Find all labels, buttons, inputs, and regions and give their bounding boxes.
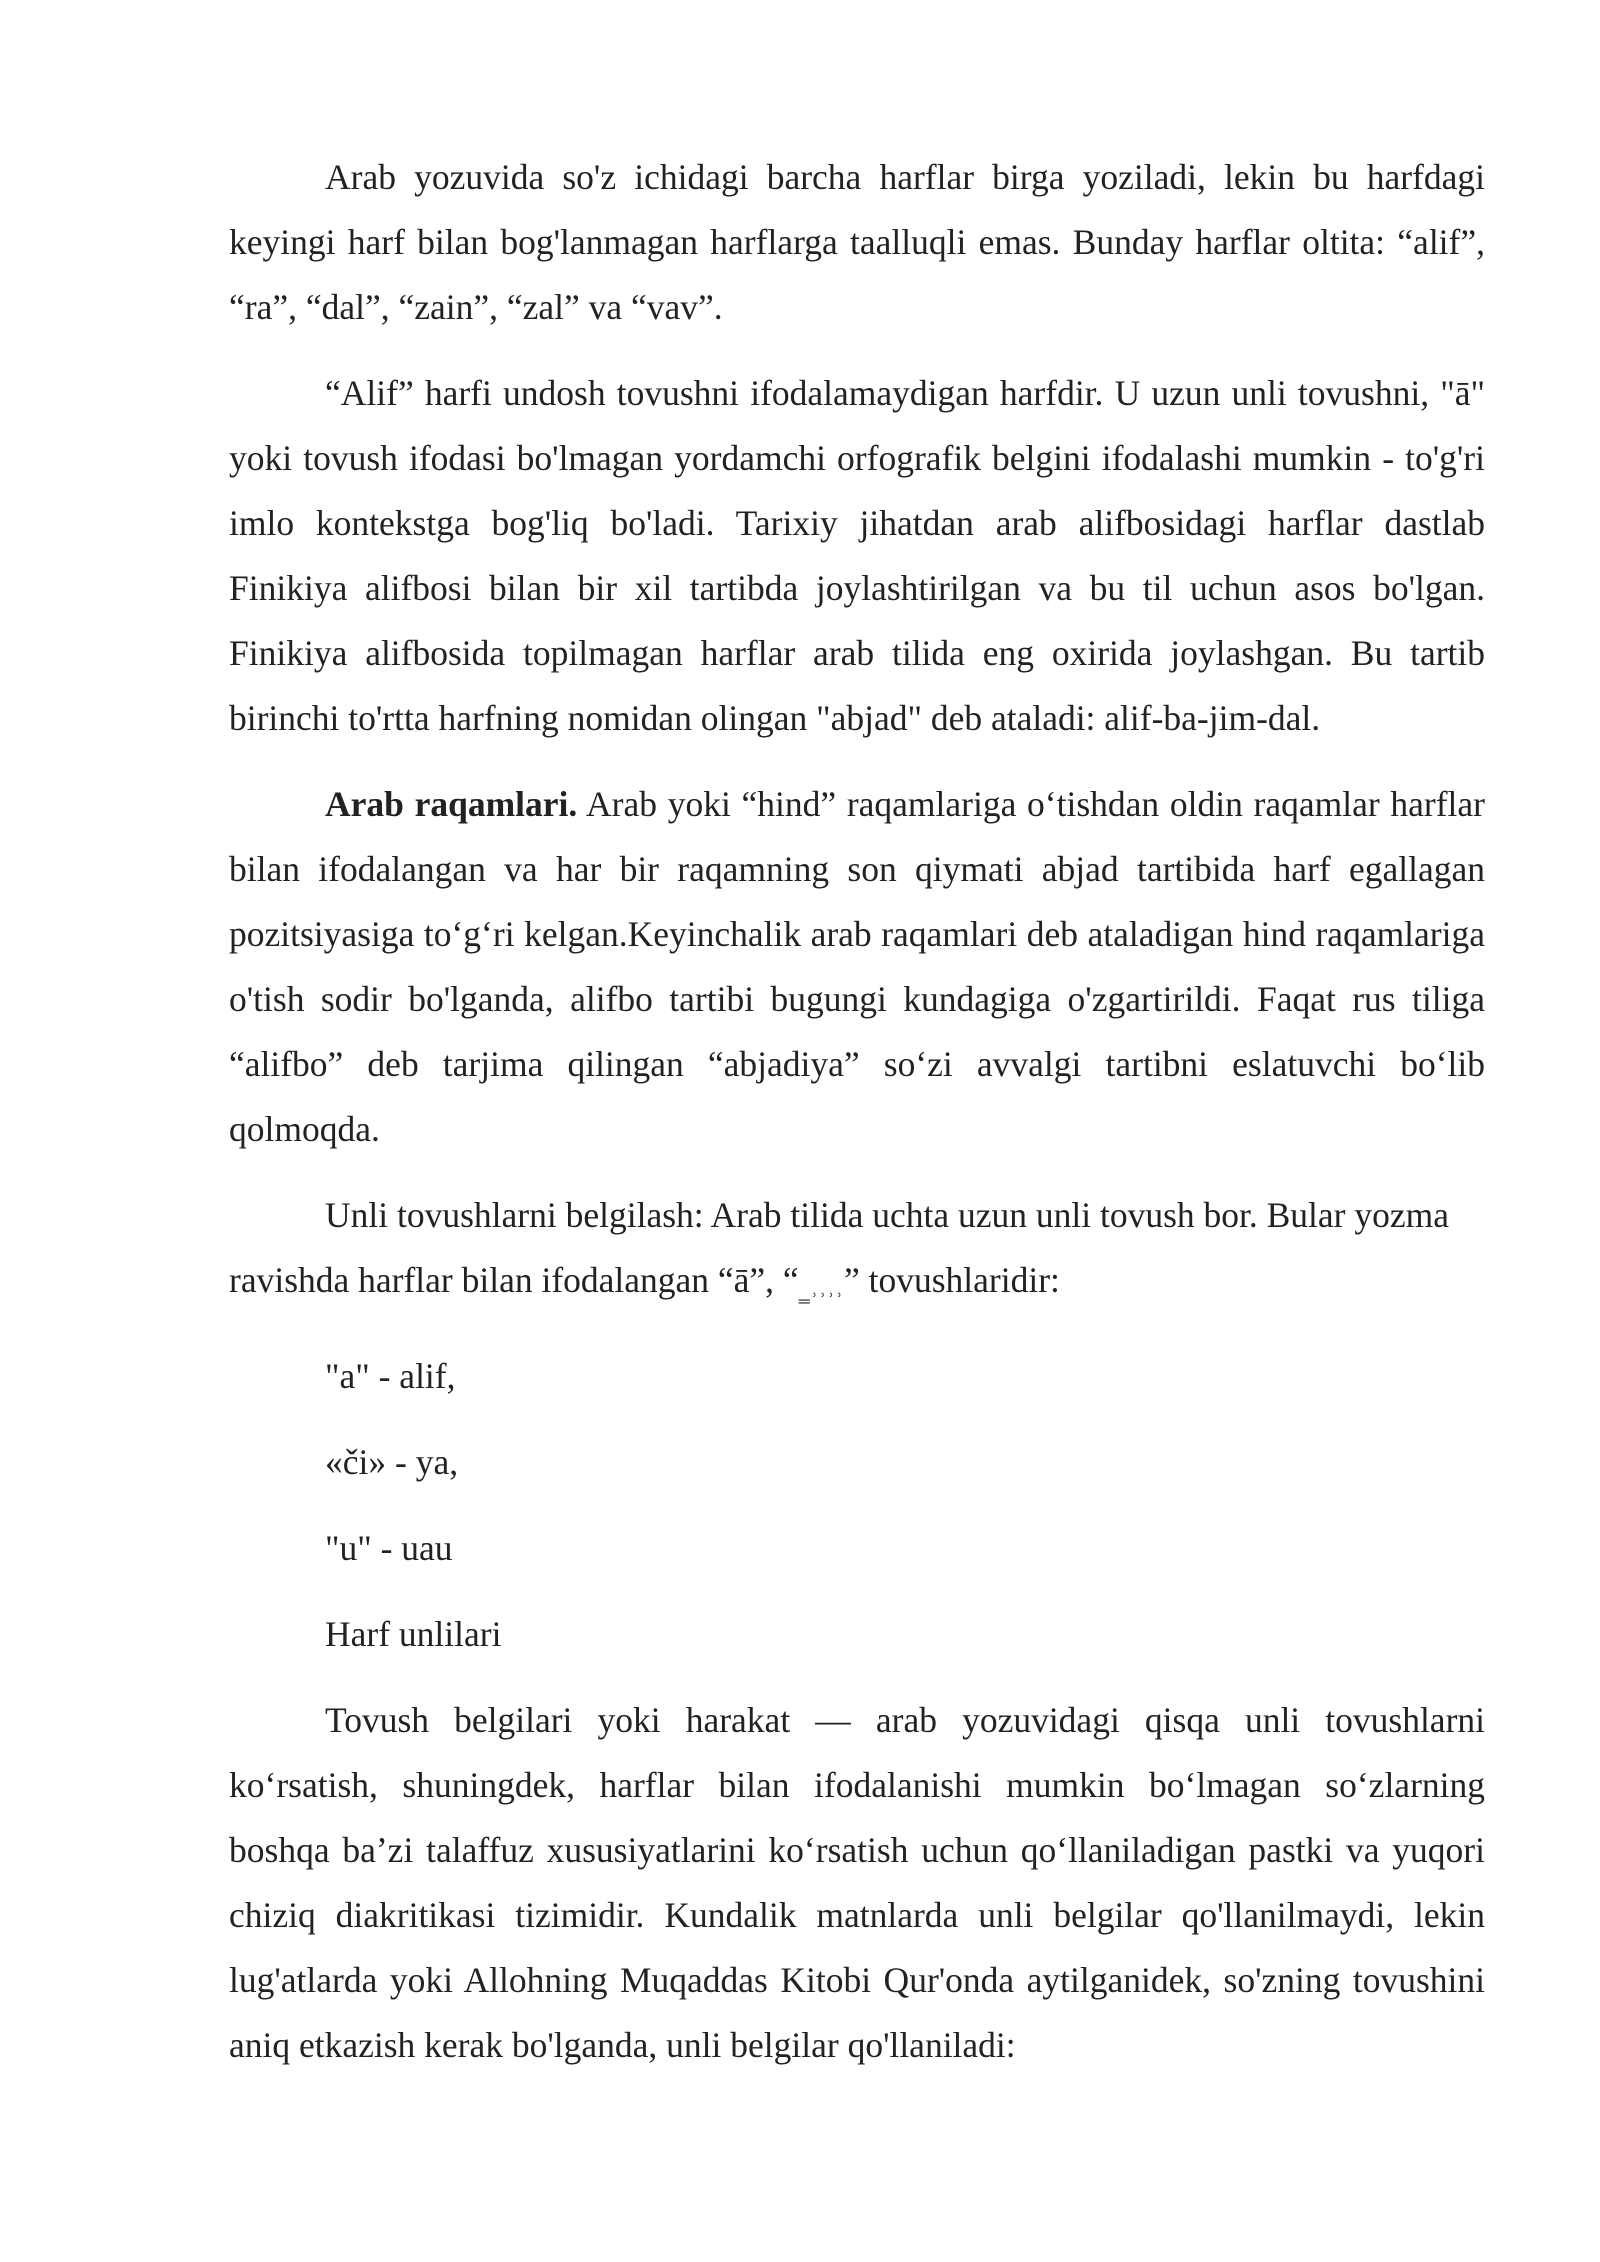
paragraph-vowels — [229, 1183, 1485, 1323]
paragraph-vowels-start: Unli tovushlarni belgilash: Arab tilida uchta uzun unli tovush bor. Bular yozma ravishda harflar bilan ifodalangan “ā”, “ — [229, 1195, 1449, 1300]
document-page — [229, 145, 1485, 2099]
paragraph-alif: “Alif” harfi undosh tovushni ifodalamaydigan harfdir. U uzun unli tovushni, "ā" yoki tovush ifodasi bo'lmagan yordamchi orfografik belgini ifodalashi mumkin - to'g'ri imlo kontekstga bog'liq bo'ladi. Tarixiy jihatdan arab alifbosidagi harflar dastlab Finikiya alifbosi bilan bir xil tartibda joylashtirilgan va bu til uchun asos bo'lgan. Finikiya alifbosida topilmagan harflar arab tilida eng oxirida joylashgan. Bu tartib birinchi to'rtta harfning nomidan olingan "abjad" deb ataladi: alif-ba-jim-dal. — [229, 373, 1485, 738]
list-item-harf-unlilari: Harf unlilari — [325, 1614, 502, 1654]
paragraph-arabic-script: Arab yozuvida so'z ichidagi barcha harflar birga yoziladi, lekin bu harfdagi keyingi harf bilan bog'lanmagan harflarga taalluqli emas. Bunday harflar oltita: “alif”, “ra”, “dal”, “zain”, “zal” va “vav”. — [229, 157, 1485, 327]
paragraph-sound-marks: Tovush belgilari yoki harakat — arab yozuvidagi qisqa unli tovushlarni koʻrsatish, shuningdek, harflar bilan ifodalanishi mumkin boʻlmagan soʻzlarning boshqa baʼzi talaffuz xususiyatlarini koʻrsatish uchun qoʻllaniladigan pastki va yuqori chiziq diakritikasi tizimidir. Kundalik matnlarda unli belgilar qo'llanilmaydi, lekin lug'atlarda yoki Allohning Muqaddas Kitobi Qur'onda aytilganidek, so'zning tovushini aniq etkazish kerak bo'lganda, unli belgilar qo'llaniladi: — [229, 1700, 1485, 2065]
paragraph-arabic-numerals — [229, 772, 1485, 1162]
section-heading-arabic-numerals: Arab raqamlari. — [325, 784, 578, 824]
list-item-alif: "a" - alif, — [325, 1356, 456, 1396]
list-item-ya: «či» - ya, — [325, 1442, 459, 1482]
paragraph-arabic-numerals-body: Arab yoki “hind” raqamlariga oʻtishdan oldin raqamlar harflar bilan ifodalangan va har bir raqamning son qiymati abjad tartibida harf egallagan pozitsiyasiga toʻgʻri kelgan.Keyinchalik arab raqamlari deb ataladigan hind raqamlariga o'tish sodir bo'lganda, alifbo tartibi bugungi kundagiga o'zgartirildi. Faqat rus tiliga “alifbo” deb tarjima qilingan “abjadiya” soʻzi avvalgi tartibni eslatuvchi boʻlib qolmoqda. — [229, 784, 1485, 1149]
vowel-marks-glyphs: ‗˒˒˒˒ — [798, 1278, 844, 1303]
list-item-uau: "u" - uau — [325, 1528, 453, 1568]
paragraph-vowels-end: ” tovushlaridir: — [844, 1260, 1060, 1300]
